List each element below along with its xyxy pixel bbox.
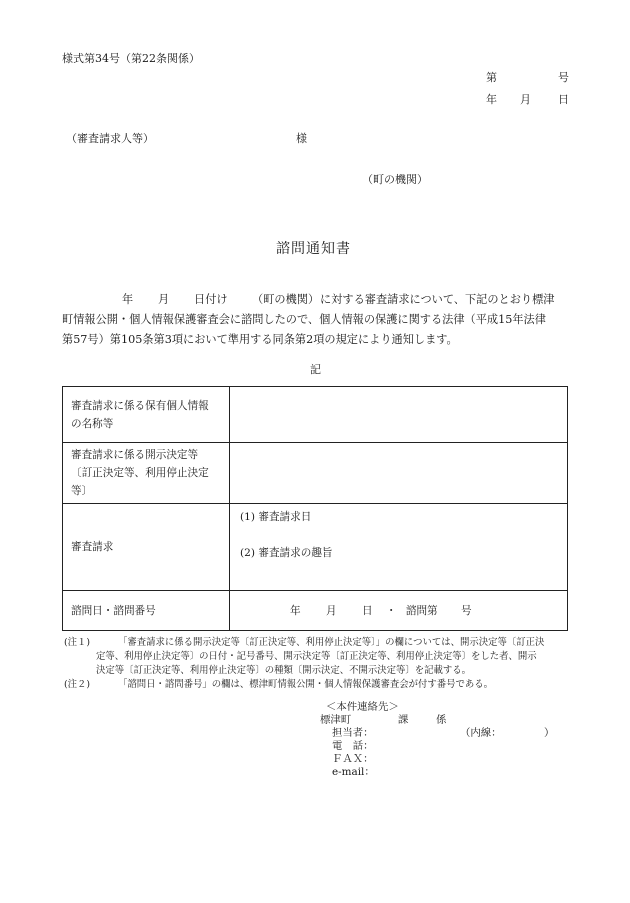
header-hi: 日 bbox=[558, 93, 569, 106]
body-line3: 第57号）第105条第3項において準用する同条第2項の規定により通知します。 bbox=[62, 333, 458, 346]
contact-kakari: 係 bbox=[436, 714, 447, 726]
page-title: 諮問通知書 bbox=[276, 241, 351, 257]
header-dai: 第 bbox=[486, 71, 497, 84]
table-row bbox=[63, 387, 568, 443]
row-label-info-name bbox=[63, 387, 230, 443]
header-go: 号 bbox=[558, 71, 569, 84]
inquiry-hi: 日 bbox=[361, 604, 373, 617]
request-item-date: (1) 審査請求日 bbox=[240, 511, 312, 523]
ki-heading: 記 bbox=[310, 363, 321, 376]
contact-naisen: （内線： bbox=[460, 727, 502, 739]
form-number: 様式第34号（第22条関係） bbox=[62, 52, 200, 65]
inquiry-go: 号 bbox=[461, 604, 472, 617]
row-value-inquiry bbox=[230, 591, 568, 631]
body-tsuki: 月 bbox=[158, 293, 170, 306]
sender: （町の機関） bbox=[362, 173, 428, 186]
contact-email: e-mail： bbox=[332, 766, 375, 778]
contact-ka: 課 bbox=[398, 714, 409, 726]
inquiry-dot: ・ bbox=[385, 604, 397, 617]
body-line2: 町情報公開・個人情報保護審査会に諮問したので、個人情報の保護に関する法律（平成15年法律 bbox=[62, 313, 546, 326]
table-row bbox=[63, 504, 568, 591]
note2-line1: 「諮問日・諮問番号」の欄は、標津町情報公開・個人情報保護審査会が付す番号である。 bbox=[118, 679, 494, 690]
header-nen: 年 bbox=[486, 93, 497, 106]
note1-line3: 決定等〔訂正決定等、利用停止決定等〕の種類〔開示決定、不開示決定等〕を記載する。 bbox=[96, 665, 472, 676]
row2-label-b: 〔訂正決定等、利用停止決定 bbox=[71, 467, 209, 479]
header-tsuki: 月 bbox=[520, 93, 531, 106]
row2-label-c: 等〕 bbox=[71, 485, 93, 497]
note2-tag: (注２) bbox=[64, 679, 91, 690]
note1-line1: 「審査請求に係る開示決定等〔訂正決定等、利用停止決定等〕」の欄については、開示決定等〔訂正決 bbox=[118, 637, 545, 648]
contact-town: 標津町 bbox=[320, 714, 352, 726]
body-kikan: （町の機関） bbox=[252, 293, 320, 306]
row2-label-a: 審査請求に係る開示決定等 bbox=[71, 449, 199, 461]
note1-tag: (注１) bbox=[64, 637, 91, 648]
row1-label-b: の名称等 bbox=[71, 417, 114, 430]
body-line1-rest: に対する審査請求について、下記のとおり標津 bbox=[320, 293, 555, 306]
addressee: （審査請求人等） bbox=[66, 132, 154, 145]
body-nen: 年 bbox=[122, 293, 134, 306]
request-table bbox=[62, 386, 568, 631]
contact-naisen-close: ） bbox=[544, 727, 555, 739]
inquiry-nen: 年 bbox=[290, 604, 301, 617]
body-hizuke: 日付け bbox=[194, 293, 228, 306]
contact-phone: 電 話： bbox=[332, 740, 374, 752]
row1-label-a: 審査請求に係る保有個人情報 bbox=[71, 399, 209, 412]
request-item-purpose: (2) 審査請求の趣旨 bbox=[240, 547, 333, 559]
inquiry-shimon: 諮問第 bbox=[405, 604, 438, 617]
addressee-sama: 様 bbox=[296, 132, 307, 145]
row-value-info-name bbox=[230, 387, 568, 443]
inquiry-tsuki: 月 bbox=[325, 604, 337, 617]
row-value-disclosure bbox=[230, 443, 568, 504]
table-row bbox=[63, 591, 568, 631]
contact-tanto: 担当者： bbox=[332, 727, 374, 739]
note1-line2: 定等、利用停止決定等〕の日付・記号番号、開示決定等〔訂正決定等、利用停止決定等〕をした者、開示 bbox=[96, 651, 537, 662]
contact-fax: ＦＡＸ： bbox=[332, 753, 374, 765]
contact-heading: ＜本件連絡先＞ bbox=[326, 701, 399, 713]
row-value-request bbox=[230, 504, 568, 591]
row-label-disclosure bbox=[63, 443, 230, 504]
row-label-request: 審査請求 bbox=[63, 504, 230, 591]
table-row bbox=[63, 443, 568, 504]
row-label-inquiry: 諮問日・諮問番号 bbox=[63, 591, 230, 631]
